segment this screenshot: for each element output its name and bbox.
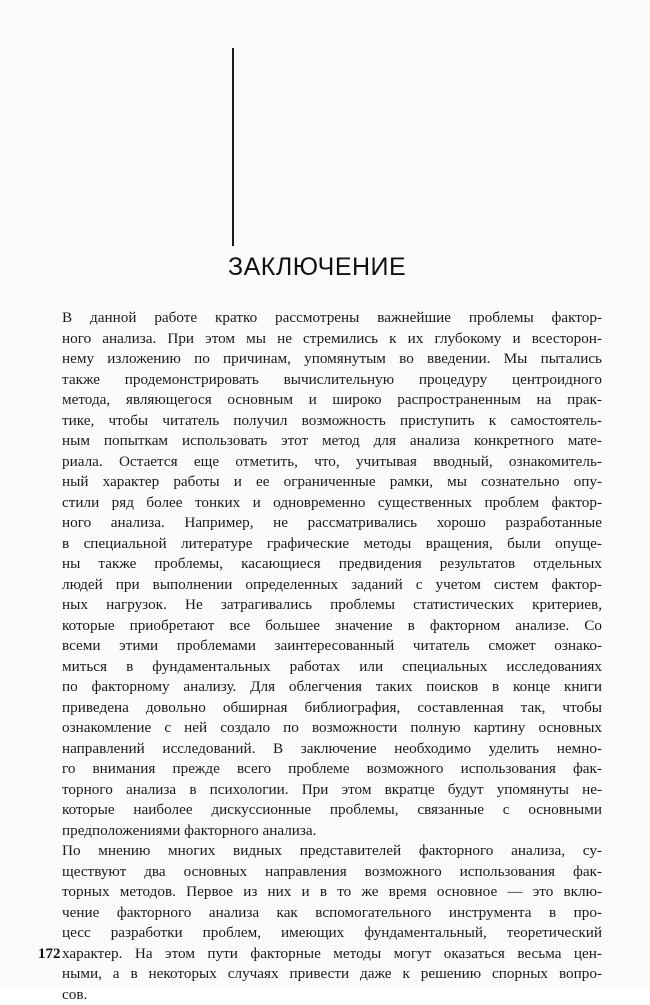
- text-line: которые приобретают все большее значение в факторном анализе. Со: [62, 616, 602, 637]
- paragraph-1: [62, 308, 602, 841]
- chapter-title: ЗАКЛЮЧЕНИЕ: [228, 253, 406, 282]
- text-line: ного анализа. Например, не рассматривались хорошо разработанные: [62, 513, 602, 534]
- text-line: стили ряд более тонких и одновременно существенных проблем фактор-: [62, 493, 602, 514]
- text-line: го внимания прежде всего проблеме возможного использования фак-: [62, 759, 602, 780]
- text-line: людей при выполнении определенных заданий с учетом систем фактор-: [62, 575, 602, 596]
- text-line: метода, являющегося основным и широко распространенным на прак-: [62, 390, 602, 411]
- text-line: характер. На этом пути факторные методы могут оказаться весьма цен-: [62, 944, 602, 965]
- page-number: 172: [38, 946, 61, 963]
- text-line: в специальной литературе графические методы вращения, были опуще-: [62, 534, 602, 555]
- text-line: всеми этими проблемами заинтересованный читатель сможет ознако-: [62, 636, 602, 657]
- text-line: торного анализа в психологии. При этом вкратце будут упомянуты не-: [62, 780, 602, 801]
- text-line: по факторному анализу. Для облегчения таких поисков в конце книги: [62, 677, 602, 698]
- text-line: миться в фундаментальных работах или специальных исследованиях: [62, 657, 602, 678]
- text-line: ны также проблемы, касающиеся предвидения результатов отдельных: [62, 554, 602, 575]
- text-line: цесс разработки проблем, имеющих фундаментальный, теоретический: [62, 923, 602, 944]
- text-line: ознакомление с ней создало по возможности полную картину основных: [62, 718, 602, 739]
- text-line: В данной работе кратко рассмотрены важнейшие проблемы фактор-: [62, 308, 602, 329]
- text-line: ных нагрузок. Не затрагивались проблемы статистических критериев,: [62, 595, 602, 616]
- paragraph-2: [62, 841, 602, 1005]
- text-line: чение факторного анализа как вспомогательного инструмента в про-: [62, 903, 602, 924]
- text-line: также продемонстрировать вычислительную процедуру центроидного: [62, 370, 602, 391]
- text-line: ного анализа. При этом мы не стремились к их глубокому и всесторон-: [62, 329, 602, 350]
- text-line: которые наиболее дискуссионные проблемы, связанные с основными: [62, 800, 602, 821]
- text-line: торных методов. Первое из них и в то же время основное — это вклю-: [62, 882, 602, 903]
- text-line: нему изложению по причинам, упомянутым во введении. Мы пытались: [62, 349, 602, 370]
- text-line: сов.: [62, 985, 602, 1005]
- text-line: ным попыткам использовать этот метод для анализа конкретного мате-: [62, 431, 602, 452]
- chapter-body: [62, 308, 602, 1005]
- text-line: тике, чтобы читатель получил возможность приступить к самостоятель-: [62, 411, 602, 432]
- text-line: направлений исследований. В заключение необходимо уделить немно-: [62, 739, 602, 760]
- text-line: ными, а в некоторых случаях привести даже к решению спорных вопро-: [62, 964, 602, 985]
- text-line: приведена довольно обширная библиография, составленная так, чтобы: [62, 698, 602, 719]
- text-line: ществуют два основных направления возможного использования фак-: [62, 862, 602, 883]
- text-line: По мнению многих видных представителей факторного анализа, су-: [62, 841, 602, 862]
- text-line: ный характер работы и ее ограниченные рамки, мы сознательно опу-: [62, 472, 602, 493]
- text-line: предположениями факторного анализа.: [62, 821, 602, 842]
- text-line: риала. Остается еще отметить, что, учитывая вводный, ознакомитель-: [62, 452, 602, 473]
- chapter-vertical-rule: [232, 48, 234, 246]
